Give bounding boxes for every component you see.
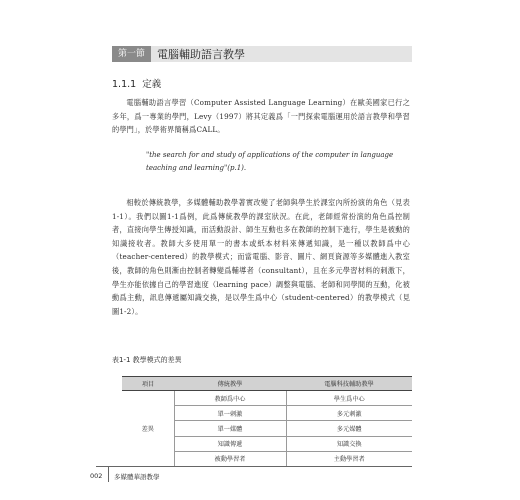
block-quote: "the search for and study of applications of the computer in language teaching and learning"(p.1). [146, 151, 394, 172]
table-cell: 知識傳遞 [174, 436, 286, 451]
table-cell: 知識交換 [286, 436, 412, 451]
subsection-number: 1.1.1 [112, 79, 137, 90]
table-cell: 多元刺激 [286, 406, 412, 421]
header-computer-assisted: 電腦科技輔助教學 [286, 377, 412, 391]
paragraph-comparison: 相較於傳統教學，多媒體輔助教學著實改變了老師與學生於課室內所扮演的角色（見表1-1）。我們以圖1-1爲例，此爲傳統教學的課室狀況。在此，老師經常扮演的角色爲控制者，直接向學生傳授知識，而活動設計、師生互動也多在教師的控制下進行，學生是被動的知識接收者。教師大多使用單一的書本或紙本材料來傳遞知識，是一種以教師爲中心（teacher-centered）的教學模式；而當電腦、影音、圖片、網頁資源等多媒體進入教室後，教師的角色則漸由控制者轉變爲輔導者（consultant），且在多元學習材料的刺激下，學生亦能依據自己的學習進度（learning pace）調整與電腦、老師和同學間的互動，化被動爲主動，訊息傳遞屬知識交換，是以學生爲中心（student-centered）的教學模式（見圖1-2）。 [112, 198, 410, 316]
table-cell: 被動學習者 [174, 451, 286, 466]
table-caption: 表1-1 教學模式的差異 [112, 356, 182, 364]
comparison-table [122, 376, 412, 467]
footer-rule [96, 466, 412, 467]
table-cell: 單一刺激 [174, 406, 286, 421]
table-cell: 主動學習者 [286, 451, 412, 466]
subsection-title: 定義 [142, 79, 162, 90]
section-tag: 第一節 [112, 46, 151, 62]
paragraph-definition: 電腦輔助語言學習（Computer Assisted Language Learning）在歐美國家已行之多年，爲一專業的學門，Levy（1997）將其定義爲「一門探索電腦運用於語言教學和學習的學門」，於學術界簡稱爲CALL。 [112, 98, 410, 135]
header-item: 項目 [122, 377, 174, 391]
subsection-heading [112, 76, 161, 90]
table-cell: 多元媒體 [286, 421, 412, 436]
header-traditional: 傳統教學 [174, 377, 286, 391]
running-title: 多媒體華語教學 [114, 473, 160, 481]
footer-divider [108, 466, 109, 482]
table-header-row [122, 377, 412, 391]
page-number: 002 [90, 472, 103, 480]
table-cell: 學生爲中心 [286, 391, 412, 406]
table-cell: 單一媒體 [174, 421, 286, 436]
section-title: 電腦輔助語言教學 [157, 48, 246, 61]
table-cell: 教師爲中心 [174, 391, 286, 406]
section-header-bar [112, 46, 412, 62]
row-label-difference: 差異 [122, 391, 174, 467]
table-row [122, 391, 412, 406]
